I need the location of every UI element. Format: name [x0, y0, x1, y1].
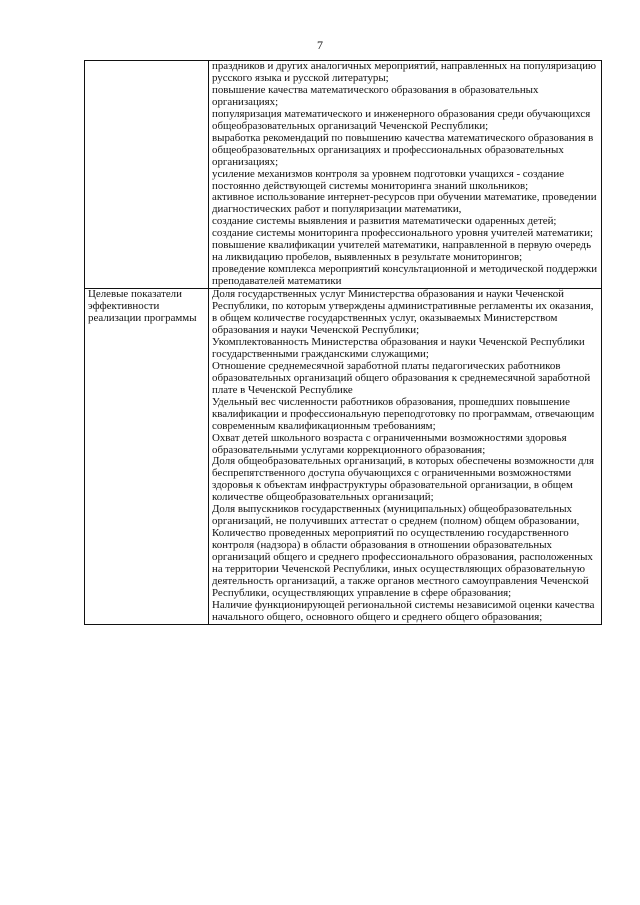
row-content-cell [209, 61, 602, 289]
list-item: активное использование интернет-ресурсов при обучении математике, проведении диагностических работ и популяризации математики, [212, 191, 597, 216]
list-item: популяризация математического и инженерного образования среди обучающихся общеобразовательных организаций Чеченской Республики; [212, 107, 591, 132]
list-item: повышение качества математического образования в образовательных организациях; [212, 83, 539, 108]
list-item: усиление механизмов контроля за уровнем подготовки учащихся - создание постоянно действующей системы мониторинга знаний школьников; [212, 167, 565, 192]
table-row [85, 289, 602, 625]
list-item: повышение квалификации учителей математики, направленной в первую очередь на ликвидацию пробелов, выявленных в результате мониторингов; [212, 239, 592, 264]
list-item: Укомплектованность Министерства образования и науки Чеченской Республики государственными гражданскими служащими; [212, 335, 585, 360]
list-item: Удельный вес численности работников образования, прошедших повышение квалификации и профессиональную переподготовку по программам, отвечающим современным квалификационным требованиям; [212, 395, 595, 432]
page-number: 7 [317, 38, 323, 52]
list-item: Доля выпускников государственных (муниципальных) общеобразовательных организаций, не получивших аттестат о среднем (полном) общем образовании, [212, 503, 580, 528]
list-item: Количество проведенных мероприятий по осуществлению государственного контроля (надзора) в области образования в отношении образовательных организаций общего и среднего профессионального образования, расположенных на территории Чеченской Республики, иных осуществляющих образовательную деятельность организаций, а также органов местного самоуправления Чеченской Республики, осуществляющих управление в сфере образования; [212, 527, 593, 599]
list-item: проведение комплекса мероприятий консультационной и методической поддержки преподавателей математики [212, 263, 598, 288]
row-content-cell [209, 289, 602, 625]
list-item: Наличие функционирующей региональной системы независимой оценки качества начального общего, основного общего и среднего общего образования; [212, 598, 595, 623]
list-item: Отношение среднемесячной заработной платы педагогических работников образовательных организаций общего образования к среднемесячной заработной плате в Чеченской Республике [212, 359, 591, 396]
program-passport-table [84, 60, 602, 625]
list-item: Доля общеобразовательных организаций, в которых обеспечены возможности для беспрепятственного доступа обучающихся с ограниченными возможностями здоровья к объектам инфраструктуры образовательной организации, в общем количестве общеобразовательных организаций; [212, 455, 594, 504]
row-label-cell [85, 289, 209, 625]
table-row [85, 61, 602, 289]
list-item: создание системы выявления и развития математически одаренных детей; [212, 215, 557, 228]
list-item: Доля государственных услуг Министерства образования и науки Чеченской Республики, по которым утверждены административные регламенты их оказания, в общем количестве государственных услуг, оказываемых Министерством образования и науки Чеченской Республики; [212, 288, 594, 336]
list-item: выработка рекомендаций по повышению качества математического образования в общеобразовательных организациях и профессиональных образовательных организациях; [212, 131, 594, 168]
row-label-cell [85, 61, 209, 289]
list-item: Охват детей школьного возраста с ограниченными возможностями здоровья образовательными услугами коррекционного образования; [212, 431, 567, 456]
list-item: создание системы мониторинга профессионального уровня учителей математики; [212, 227, 594, 240]
row-label-target-indicators: Целевые показатели эффективности реализации программы [88, 288, 197, 325]
list-item: праздников и других аналогичных мероприятий, направленных на популяризацию русского языка и русской литературы; [212, 60, 597, 84]
